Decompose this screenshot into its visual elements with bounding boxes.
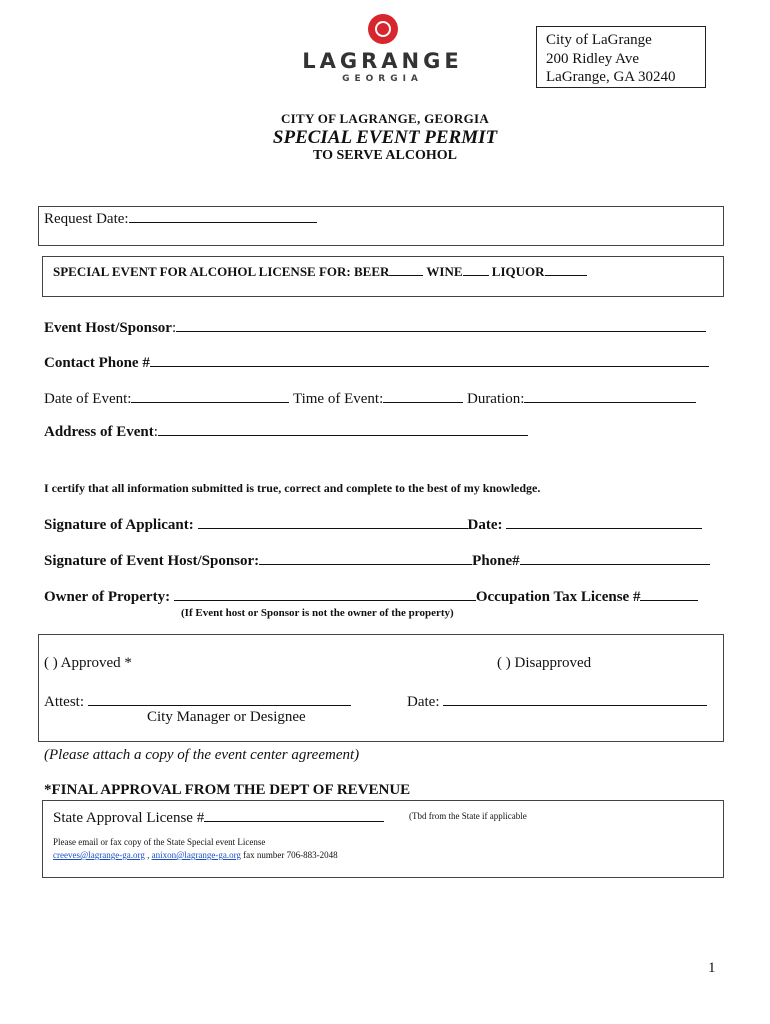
state-license-row [53,807,384,827]
host-signature-label: Signature of Event Host/Sponsor: [44,553,260,569]
address-line-3: LaGrange, GA 30240 [546,69,676,85]
owner-row [44,586,698,606]
tax-license-label: Occupation Tax License # [475,589,641,605]
wine-label: WINE [426,264,463,279]
event-address-row: Address of Event: [44,421,528,441]
applicant-signature-row [44,514,702,534]
header-city: CITY OF LAGRANGE, GEORGIA [280,111,490,126]
time-of-event-field[interactable] [383,388,463,403]
approval-date-row [407,691,707,711]
approval-date-field[interactable] [443,691,707,706]
attest-field[interactable] [88,691,351,706]
duration-field[interactable] [524,388,696,403]
designee-caption: City Manager or Designee [147,709,306,725]
logo-subtitle: GEORGIA [342,74,423,84]
applicant-date-field[interactable] [506,514,702,529]
email-note: Please email or fax copy of the State Special event License [53,837,266,847]
event-host-row: Event Host/Sponsor: [44,317,706,337]
address-line-2: 200 Ridley Ave [546,50,640,67]
page-title: SPECIAL EVENT PERMIT [272,127,498,148]
email-separator: , [144,850,152,860]
liquor-field[interactable] [545,264,587,276]
time-of-event-label: Time of Event: [292,391,384,407]
state-license-field[interactable] [204,807,384,822]
contact-emails-row [53,850,338,860]
date-of-event-field[interactable] [131,388,289,403]
email-link-2[interactable]: anixon@lagrange-ga.org [151,850,241,860]
event-host-label: Event Host/Sponsor [44,320,172,336]
attest-row [44,691,351,711]
address-line-1: City of LaGrange [546,32,652,48]
event-host-field[interactable] [176,317,706,332]
final-approval-title: *FINAL APPROVAL FROM THE DEPT OF REVENUE [44,782,411,798]
fax-number: fax number 706-883-2048 [243,850,338,860]
beer-label: BEER [354,264,390,279]
date-of-event-label: Date of Event: [44,391,132,407]
applicant-signature-label: Signature of Applicant: [44,517,194,533]
state-license-label: State Approval License # [53,810,205,826]
attach-note: (Please attach a copy of the event center agreement) [44,747,360,763]
host-phone-field[interactable] [520,550,710,565]
request-date-label: Request Date: [44,211,129,227]
owner-note: (If Event host or Sponsor is not the owner of the property) [181,607,454,619]
city-seal-icon [368,14,398,44]
lagrange-logo [300,14,465,84]
approval-box [38,634,724,742]
liquor-label: LIQUOR [491,264,545,279]
logo-wordmark: LAGRANGE [302,49,463,73]
host-signature-field[interactable] [259,550,472,565]
disapproved-option[interactable]: ( ) Disapproved [497,655,592,671]
duration-label: Duration: [466,391,525,407]
state-tbd-note: (Tbd from the State if applicable [409,811,527,821]
event-datetime-row [44,388,696,408]
page-number: 1 [708,960,716,976]
applicant-signature-field[interactable] [198,514,468,529]
email-link-1[interactable]: creeves@lagrange-ga.org [53,850,145,860]
wine-field[interactable] [463,264,489,276]
owner-label: Owner of Property: [44,589,171,605]
applicant-date-label: Date: [467,517,503,533]
header-subtitle: TO SERVE ALCOHOL [313,148,457,163]
license-type-label: SPECIAL EVENT FOR ALCOHOL LICENSE FOR: [53,264,351,279]
host-signature-row [44,550,710,570]
host-phone-label: Phone# [472,553,520,569]
tax-license-field[interactable] [640,586,698,601]
approved-option[interactable]: ( ) Approved * [44,655,132,671]
contact-phone-row [44,352,709,372]
attest-label: Attest: [44,694,84,710]
request-date-row [44,208,317,228]
certification-text: I certify that all information submitted is true, correct and complete to the best of my knowledge. [44,481,541,495]
request-date-field[interactable] [129,208,317,223]
event-address-field[interactable] [158,421,528,436]
contact-phone-field[interactable] [150,352,709,367]
license-type-row [53,264,587,280]
contact-phone-label: Contact Phone # [44,355,150,371]
approval-date-label: Date: [407,694,440,710]
beer-field[interactable] [389,264,423,276]
event-address-label: Address of Event [44,424,154,440]
city-address-box [536,26,706,88]
owner-field[interactable] [174,586,476,601]
